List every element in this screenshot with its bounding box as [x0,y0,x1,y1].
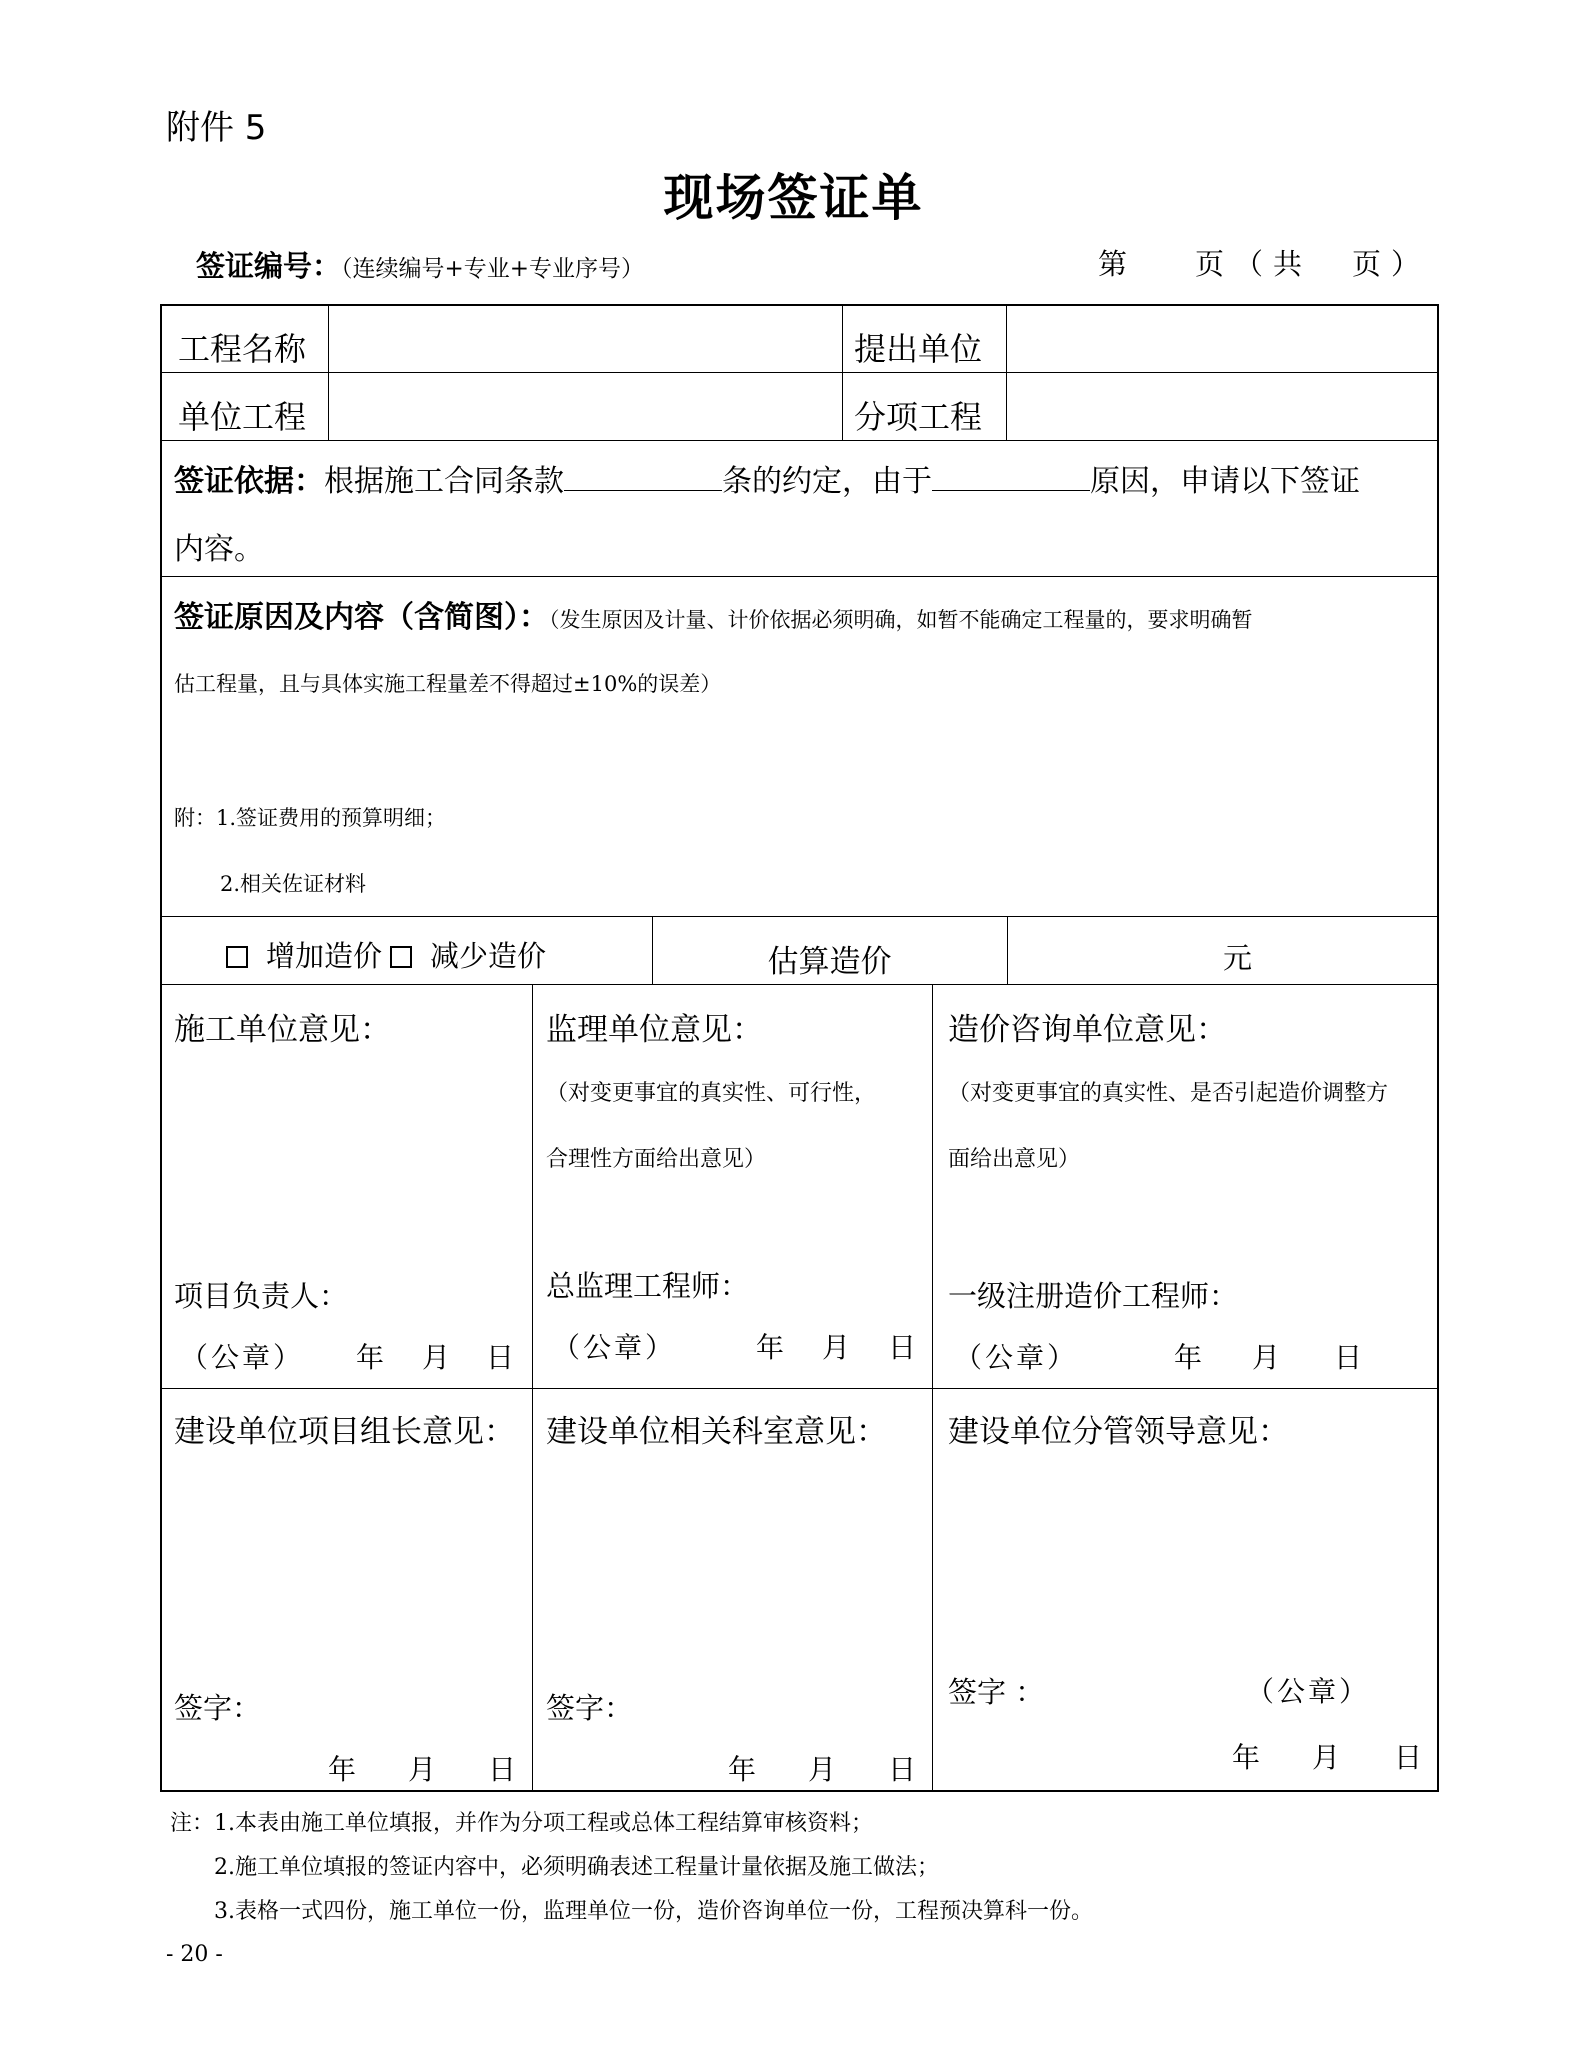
visa-form-table [160,304,1439,1792]
submitter-field[interactable] [1010,308,1436,370]
estimated-cost-label: 估算造价 [767,944,892,980]
group-leader-day: 日 [488,1753,517,1786]
attachment-item-2: 2.相关佐证材料 [220,872,367,896]
cost-engineer-label: 一级注册造价工程师： [948,1279,1239,1313]
cost-change-options [226,934,546,975]
project-name-field[interactable] [332,308,838,370]
consulting-opinion-field[interactable] [938,1176,1434,1256]
note-2: 2.施工单位填报的签证内容中，必须明确表述工程量计量依据及施工做法； [214,1855,939,1880]
group-leader-opinion-field[interactable] [166,1456,528,1676]
supervision-hint2: 合理性方面给出意见） [546,1147,767,1172]
consulting-opinion-title: 造价咨询单位意见： [948,1012,1227,1048]
note-1 [170,1806,873,1837]
department-year: 年 [728,1753,757,1786]
increase-cost-label: 增加造价 [266,939,383,973]
supervision-day: 日 [888,1331,917,1364]
leader-seal: （公章） [1246,1675,1371,1708]
decrease-cost-checkbox[interactable] [390,946,412,968]
department-month: 月 [808,1753,837,1786]
visa-basis-text2: 条的约定，由于 [722,464,932,499]
leader-opinion-title: 建设单位分管领导意见： [948,1414,1289,1450]
unit-project-field[interactable] [332,376,838,438]
visa-reason-hint2: 估工程量，且与具体实施工程量差不得超过±10%的误差） [174,672,722,696]
group-leader-year: 年 [328,1753,357,1786]
consulting-hint2: 面给出意见） [948,1147,1081,1172]
leader-sign-label: 签字 ： [948,1675,1045,1709]
sign-number-row [196,244,644,285]
note-label: 注： [170,1811,215,1836]
supervision-hint1: （对变更事宜的真实性、可行性， [546,1081,877,1106]
contract-clause-blank[interactable] [564,460,722,491]
sign-number-hint: （连续编号+专业+专业序号） [341,256,645,282]
page-ye-label: 页（共 [1195,247,1313,281]
sub-project-field[interactable] [1010,376,1436,438]
supervision-seal: （公章） [552,1331,677,1364]
department-day: 日 [888,1753,917,1786]
note-1-text: 1.本表由施工单位填报，并作为分项工程或总体工程结算审核资料； [214,1811,874,1836]
decrease-cost-label: 减少造价 [430,939,547,973]
consulting-seal: （公章） [954,1341,1079,1374]
department-sign-label: 签字： [546,1691,634,1725]
visa-basis-line1 [174,456,1360,500]
submitter-label: 提出单位 [854,330,983,368]
currency-unit: 元 [1223,941,1253,975]
construction-month: 月 [422,1341,451,1374]
consulting-month: 月 [1252,1341,1281,1374]
construction-opinion-field[interactable] [166,1056,528,1256]
leader-year: 年 [1232,1741,1261,1774]
visa-reason-label: 签证原因及内容（含简图）： [174,600,549,635]
visa-basis-label: 签证依据： [174,464,324,499]
group-leader-opinion-title: 建设单位项目组长意见： [174,1414,515,1450]
sub-project-label: 分项工程 [854,398,983,436]
sign-number-label: 签证编号： [196,249,342,283]
page-end-label: 页） [1352,247,1431,281]
construction-year: 年 [356,1341,385,1374]
group-leader-sign-label: 签字： [174,1691,262,1725]
consulting-hint1: （对变更事宜的真实性、是否引起造价调整方 [948,1081,1389,1106]
increase-cost-checkbox[interactable] [226,946,248,968]
reason-blank[interactable] [932,460,1090,491]
leader-day: 日 [1394,1741,1423,1774]
note-3: 3.表格一式四份，施工单位一份，监理单位一份，造价咨询单位一份，工程预决算科一份。 [214,1899,1093,1924]
department-opinion-field[interactable] [538,1456,928,1676]
attachment-item-1: 附：1.签证费用的预算明细； [174,806,447,830]
visa-reason-hint1: （发生原因及计量、计价依据必须明确，如暂不能确定工程量的，要求明确暂 [549,608,1253,632]
unit-project-label: 单位工程 [178,398,307,436]
group-leader-month: 月 [408,1753,437,1786]
visa-basis-text3: 原因，申请以下签证 [1090,464,1360,499]
supervision-opinion-field[interactable] [538,1176,928,1256]
project-name-label: 工程名称 [178,330,307,368]
consulting-year: 年 [1174,1341,1203,1374]
leader-opinion-field[interactable] [938,1456,1434,1666]
document-title: 现场签证单 [663,168,924,227]
supervision-opinion-title: 监理单位意见： [546,1012,763,1048]
visa-basis-line2: 内容。 [174,532,264,567]
department-opinion-title: 建设单位相关科室意见： [546,1414,887,1450]
construction-seal: （公章） [180,1341,305,1374]
supervision-month: 月 [822,1331,851,1364]
page-counter [1098,242,1430,283]
chief-supervisor-label: 总监理工程师： [546,1269,750,1303]
consulting-day: 日 [1334,1341,1363,1374]
visa-basis-text1: 根据施工合同条款 [324,464,564,499]
construction-day: 日 [486,1341,515,1374]
leader-month: 月 [1312,1741,1341,1774]
attachment-label: 附件 5 [166,108,267,148]
construction-opinion-title: 施工单位意见： [174,1012,391,1048]
page-number: - 20 - [166,1942,223,1967]
page-di-label: 第 [1098,247,1128,281]
construction-signer-label: 项目负责人： [174,1279,349,1313]
supervision-year: 年 [756,1331,785,1364]
visa-reason-line1 [174,592,1253,636]
